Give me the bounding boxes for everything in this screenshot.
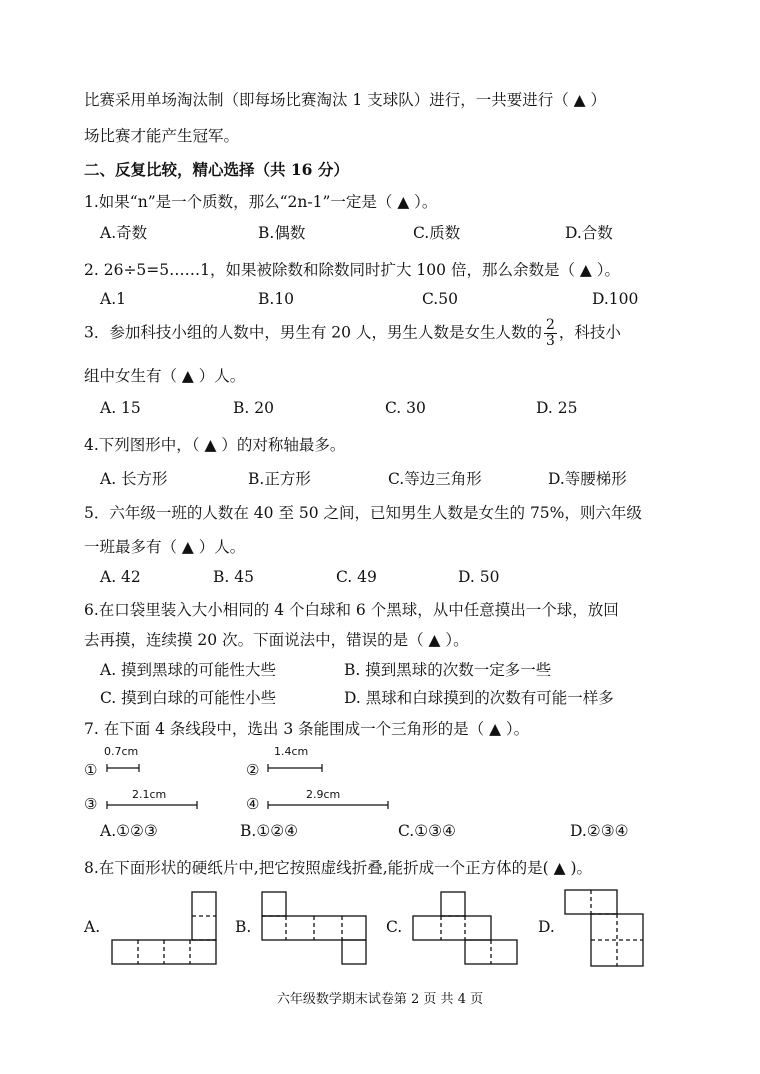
q7-option-d: D.②③④ [570, 822, 629, 840]
q5-stem-line-2: 一班最多有（ ▲ ）人。 [84, 538, 246, 556]
q3-stem-a: 3．参加科技小组的人数中，男生有 20 人，男生人数是女生人数的 [84, 323, 542, 342]
q7-stem: 7. 在下面 4 条线段中，选出 3 条能围成一个三角形的是（ ▲ ）。 [84, 720, 530, 738]
q2-option-a: A.1 [100, 290, 126, 308]
q5-option-a: A. 42 [100, 568, 141, 586]
intro-line-1: 比赛采用单场淘汰制（即每场比赛淘汰 1 支球队）进行，一共要进行（ ▲ ） [84, 91, 606, 109]
page-footer: 六年级数学期末试卷第 2 页 共 4 页 [276, 992, 484, 1007]
q8-option-d-label: D. [538, 918, 555, 936]
intro-line-2: 场比赛才能产生冠军。 [84, 127, 240, 145]
segment-3 [107, 801, 197, 811]
q5-option-c: C. 49 [336, 568, 377, 586]
q8-net-b [262, 890, 368, 966]
segment-1-label: 0.7cm [104, 745, 139, 758]
q3-stem-b: ，科技小 [558, 323, 621, 342]
q7-option-b: B.①②④ [240, 822, 299, 840]
q4-option-d: D.等腰梯形 [548, 470, 627, 488]
q5-stem-line-1: 5．六年级一班的人数在 40 至 50 之间，已知男生人数是女生的 75%，则六年级 [84, 504, 642, 522]
q3-option-c: C. 30 [385, 399, 426, 417]
q1-option-d: D.合数 [565, 224, 613, 242]
q5-option-d: D. 50 [458, 568, 500, 586]
segment-3-label: 2.1cm [132, 788, 167, 801]
q1-option-a: A.奇数 [100, 224, 148, 242]
q2-option-c: C.50 [422, 290, 458, 308]
q3-fraction-numerator: 2 [545, 317, 555, 333]
q6-option-a: A. 摸到黑球的可能性大些 [100, 661, 277, 679]
q2-option-d: D.100 [592, 290, 639, 308]
q3-fraction-denominator: 3 [545, 333, 555, 349]
q4-stem: 4.下列图形中，（ ▲ ）的对称轴最多。 [84, 436, 346, 454]
segment-2-mark: ② [246, 761, 260, 779]
segment-4 [268, 801, 388, 811]
q6-option-d: D. 黑球和白球摸到的次数有可能一样多 [344, 689, 614, 707]
q4-option-b: B.正方形 [248, 470, 311, 488]
q6-option-b: B. 摸到黑球的次数一定多一些 [344, 661, 552, 679]
q6-stem-line-1: 6.在口袋里装入大小相同的 4 个白球和 6 个黑球，从中任意摸出一个球，放回 [84, 601, 619, 619]
q8-option-a-label: A. [84, 918, 101, 936]
segment-1 [107, 764, 139, 774]
q4-option-c: C.等边三角形 [388, 470, 482, 488]
q8-net-d [565, 888, 647, 968]
q6-option-c: C. 摸到白球的可能性小些 [100, 689, 277, 707]
q8-net-a [112, 890, 218, 966]
q3-option-b: B. 20 [233, 399, 274, 417]
segment-2 [268, 764, 322, 774]
q8-option-b-label: B. [235, 918, 252, 936]
q4-option-a: A. 长方形 [100, 470, 168, 488]
q3-option-d: D. 25 [536, 399, 578, 417]
q6-stem-line-2: 去再摸，连续摸 20 次。下面说法中，错误的是（ ▲ ）。 [84, 631, 469, 649]
q1-option-b: B.偶数 [258, 224, 306, 242]
q3-option-a: A. 15 [100, 399, 141, 417]
q1-option-c: C.质数 [413, 224, 461, 242]
q2-option-b: B.10 [258, 290, 295, 308]
q5-option-b: B. 45 [213, 568, 254, 586]
q3-fraction [544, 318, 557, 349]
section-title: 二、反复比较，精心选择（共 16 分） [84, 160, 349, 179]
q1-stem: 1.如果“n”是一个质数，那么“2n-1”一定是（ ▲ ）。 [84, 193, 438, 211]
q8-net-c [413, 890, 519, 966]
segment-3-mark: ③ [84, 795, 98, 813]
segment-4-mark: ④ [246, 795, 260, 813]
q7-option-c: C.①③④ [398, 822, 456, 840]
q8-option-c-label: C. [386, 918, 403, 936]
q2-stem: 2. 26÷5=5……1，如果被除数和除数同时扩大 100 倍，那么余数是（ ▲ ）。 [84, 261, 620, 279]
segment-1-mark: ① [84, 761, 98, 779]
segment-4-label: 2.9cm [306, 788, 341, 801]
q3-stem-line-2: 组中女生有（ ▲ ）人。 [84, 367, 246, 385]
segment-2-label: 1.4cm [274, 745, 309, 758]
q3-stem-line-1 [84, 318, 621, 349]
q7-option-a: A.①②③ [100, 822, 158, 840]
q8-stem: 8.在下面形状的硬纸片中,把它按照虚线折叠,能折成一个正方体的是( ▲ )。 [84, 859, 593, 877]
